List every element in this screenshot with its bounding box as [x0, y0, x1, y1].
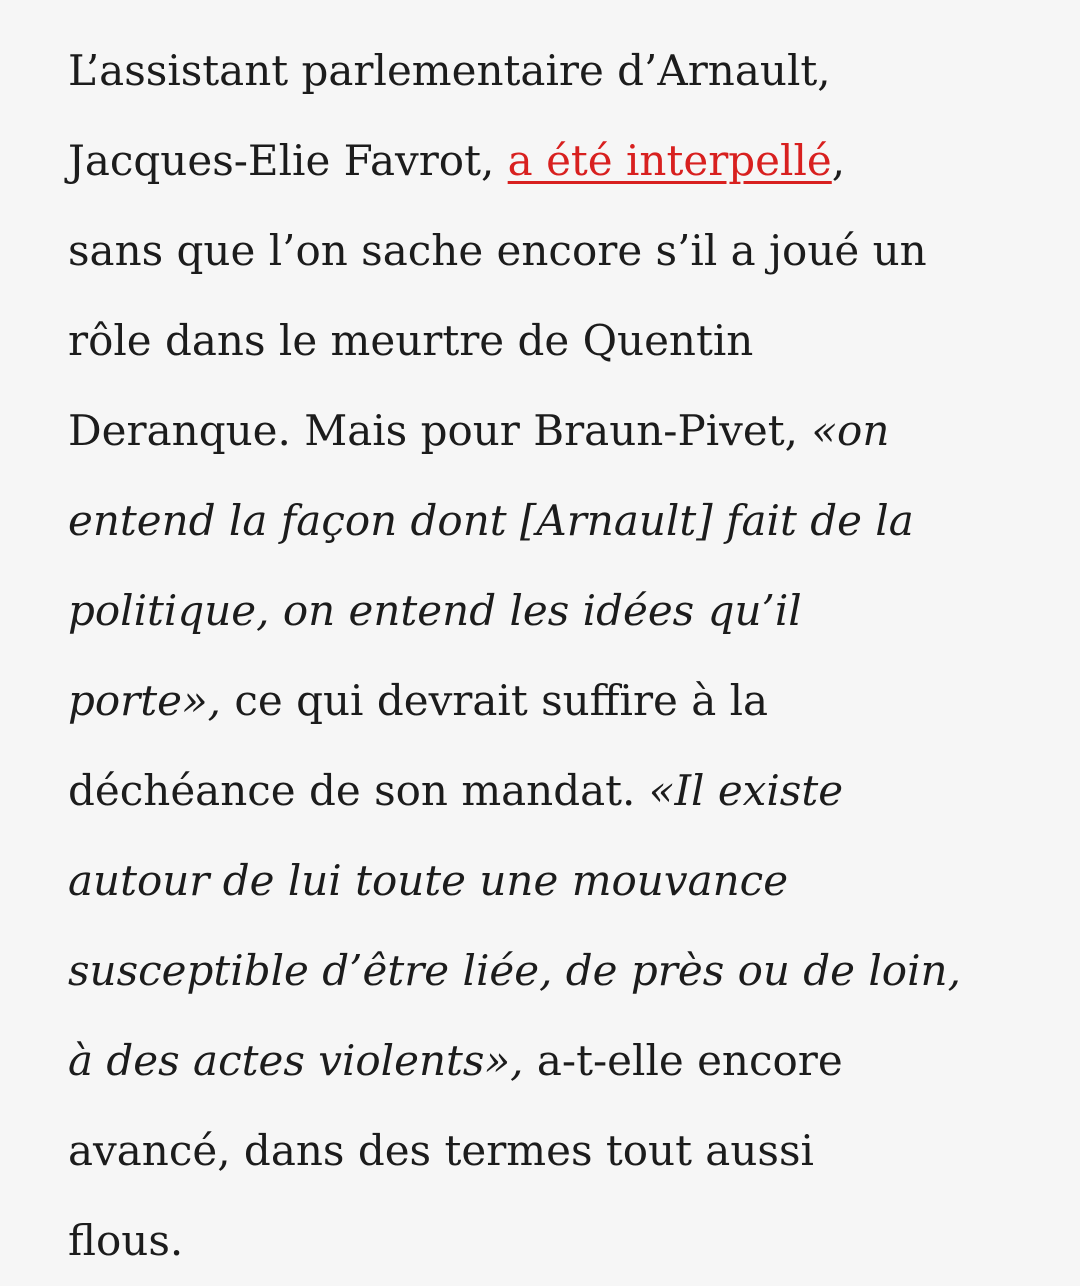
- quote-line: entend la façon dont [Arnault] fait de la: [68, 496, 914, 545]
- text-line: [68, 116, 1038, 206]
- article-body: [68, 26, 1038, 1286]
- quote-text: «Il existe: [648, 766, 844, 815]
- text-span: Jacques-Elie Favrot,: [68, 136, 508, 185]
- text-span: déchéance de son mandat.: [68, 766, 649, 815]
- text-line: L’assistant parlementaire d’Arnault,: [68, 46, 831, 95]
- text-line: [68, 746, 1038, 836]
- quote-line: politique, on entend les idées qu’il: [68, 586, 802, 635]
- text-span: Deranque. Mais pour Braun-Pivet,: [68, 406, 812, 455]
- text-line: [68, 1016, 1038, 1106]
- text-span: ,: [831, 136, 846, 185]
- quote-line: susceptible d’être liée, de près ou de loin,: [68, 946, 961, 995]
- text-line: [68, 386, 1038, 476]
- text-line: sans que l’on sache encore s’il a joué un: [68, 226, 927, 275]
- text-line: avancé, dans des termes tout aussi: [68, 1126, 814, 1175]
- quote-text: «on: [811, 406, 890, 455]
- quote-line: autour de lui toute une mouvance: [68, 856, 789, 905]
- quote-text: à des actes violents»,: [68, 1036, 524, 1085]
- quote-text: porte»,: [68, 676, 222, 725]
- text-span: a-t-elle encore: [523, 1036, 843, 1085]
- text-line: flous.: [68, 1216, 184, 1265]
- text-line: rôle dans le meurtre de Quentin: [68, 316, 754, 365]
- interpellation-article-link[interactable]: a été interpellé: [507, 136, 832, 185]
- article-paragraph: [68, 26, 1038, 1286]
- text-span: ce qui devrait suffire à la: [221, 676, 769, 725]
- text-line: [68, 656, 1038, 746]
